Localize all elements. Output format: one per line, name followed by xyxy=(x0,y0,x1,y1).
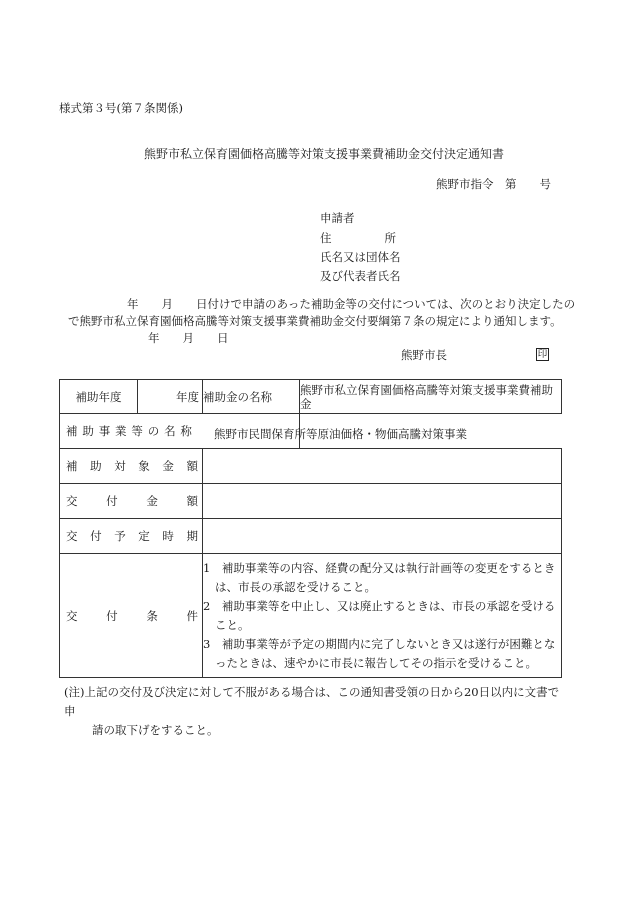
condition-item: 1 補助事業等の内容、経費の配分又は執行計画等の変更をするときは、市長の承認を受けること。 xyxy=(203,560,556,594)
seal-mark: 印 xyxy=(537,349,548,360)
table-row-scheduled-date xyxy=(60,519,562,554)
footnote-line-1: (注)上記の交付及び決定に対して不服がある場合は、この通知書受領の日から20日以内に文書で申 xyxy=(64,685,560,718)
table-row-target-amount xyxy=(60,449,562,484)
body-line-1: 年 月 日付けで申請のあった補助金等の交付については、次のとおり決定したの xyxy=(127,297,576,311)
conditions-label: 交 付 条 件 xyxy=(60,554,203,678)
subsidy-name-value: 熊野市私立保育園価格高騰等対策支援事業費補助金 xyxy=(300,380,562,414)
grant-amount-label: 交 付 金 額 xyxy=(60,484,203,519)
scheduled-date-value xyxy=(203,519,562,554)
target-amount-label: 補 助 対 象 金 額 xyxy=(60,449,203,484)
project-name-value: 熊野市民間保育所等原油価格・物価高騰対策事業 xyxy=(214,427,467,441)
grant-amount-value xyxy=(203,484,562,519)
fiscal-year-label: 補助年度 xyxy=(60,380,138,414)
project-name-label: 補 助 事 業 等 の 名 称 xyxy=(60,414,300,449)
mayor-title: 熊野市長 xyxy=(401,348,447,362)
subsidy-name-label: 補助金の名称 xyxy=(203,380,300,414)
document-title: 熊野市私立保育園価格高騰等対策支援事業費補助金交付決定通知書 xyxy=(144,147,505,161)
condition-item: 3 補助事業等が予定の期間内に完了しないとき又は遂行が困難となったときは、速やかに市長に報告してその指示を受けること。 xyxy=(203,636,556,670)
applicant-name-label: 氏名又は団体名 xyxy=(320,250,401,264)
decision-table xyxy=(59,379,562,678)
table-row-grant-amount xyxy=(60,484,562,519)
applicant-address-label: 住 所 xyxy=(320,231,396,245)
condition-item: 2 補助事業等を中止し、又は廃止するときは、市長の承認を受けること。 xyxy=(203,598,556,632)
conditions-list xyxy=(203,554,562,678)
table-row-fiscal-year xyxy=(60,380,562,414)
target-amount-value xyxy=(203,449,562,484)
directive-number: 熊野市指令 第 号 xyxy=(436,177,551,191)
form-number: 様式第３号(第７条関係) xyxy=(59,101,183,115)
scheduled-date-label: 交 付 予 定 時 期 xyxy=(60,519,203,554)
footnote xyxy=(64,683,564,740)
table-row-conditions xyxy=(60,554,562,678)
applicant-heading: 申請者 xyxy=(320,211,355,225)
fiscal-year-value: 年度 xyxy=(138,380,203,414)
applicant-representative-label: 及び代表者氏名 xyxy=(320,269,401,283)
body-line-2: で熊野市私立保育園価格高騰等対策支援事業費補助金交付要綱第７条の規定により通知します。 xyxy=(68,314,562,328)
footnote-line-2: 請の取下げをすること。 xyxy=(92,723,219,737)
notice-date: 年 月 日 xyxy=(148,331,229,345)
